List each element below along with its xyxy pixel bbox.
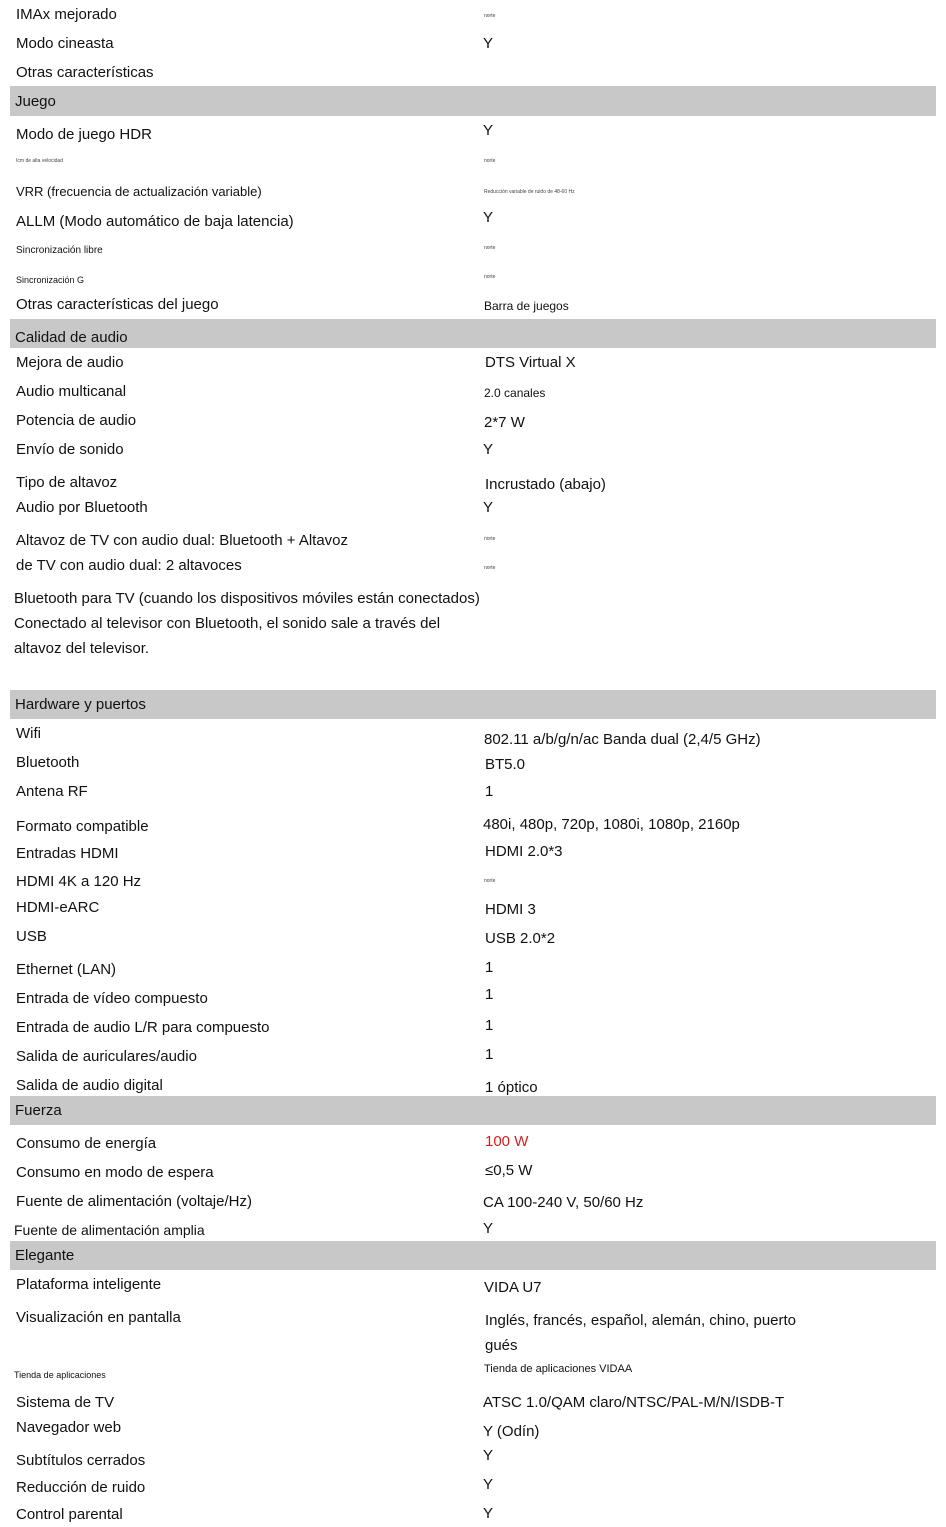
spec-label: de TV con audio dual: 2 altavoces bbox=[16, 557, 242, 574]
section-title: Calidad de audio bbox=[15, 329, 128, 346]
spec-value: Y bbox=[483, 122, 494, 139]
spec-value: 1 bbox=[485, 986, 494, 1003]
spec-label: Tipo de altavoz bbox=[16, 474, 118, 491]
spec-value: HDMI 3 bbox=[485, 901, 536, 918]
spec-label: Wifi bbox=[16, 725, 41, 742]
section-title: Fuerza bbox=[15, 1102, 62, 1119]
spec-value: CA 100-240 V, 50/60 Hz bbox=[483, 1194, 644, 1211]
spec-value: Y bbox=[483, 499, 494, 516]
section-header-audio bbox=[10, 319, 936, 348]
spec-value-highlight: 100 W bbox=[485, 1133, 529, 1150]
spec-note: Conectado al televisor con Bluetooth, el sonido sale a través del bbox=[14, 615, 441, 632]
spec-note: Bluetooth para TV (cuando los dispositivos móviles están conectados) bbox=[14, 590, 480, 607]
spec-value: 2.0 canales bbox=[484, 386, 546, 400]
spec-value: 1 bbox=[485, 1046, 494, 1063]
spec-label: Modo de juego HDR bbox=[16, 126, 152, 143]
section-header-juego bbox=[10, 86, 936, 116]
spec-value: norte bbox=[484, 536, 496, 542]
spec-value: Tienda de aplicaciones VIDAA bbox=[484, 1363, 633, 1375]
spec-value: 1 óptico bbox=[485, 1079, 538, 1096]
spec-label: Audio por Bluetooth bbox=[16, 499, 148, 516]
spec-label: Icm de alta velocidad bbox=[16, 158, 63, 164]
section-title: Juego bbox=[15, 93, 56, 110]
spec-label: Sistema de TV bbox=[16, 1394, 115, 1411]
spec-value: norte bbox=[484, 158, 496, 164]
spec-label: Fuente de alimentación (voltaje/Hz) bbox=[16, 1193, 252, 1210]
spec-label: Consumo de energía bbox=[16, 1135, 157, 1152]
spec-label: Tienda de aplicaciones bbox=[14, 1370, 106, 1380]
spec-value: 2*7 W bbox=[484, 414, 525, 431]
spec-label: Modo cineasta bbox=[16, 35, 114, 52]
section-title: Hardware y puertos bbox=[15, 696, 146, 713]
spec-label: HDMI-eARC bbox=[16, 899, 100, 916]
spec-label: Entrada de audio L/R para compuesto bbox=[16, 1019, 270, 1036]
spec-value: Y (Odín) bbox=[483, 1423, 540, 1440]
spec-value: norte bbox=[484, 878, 496, 884]
spec-value: Y bbox=[483, 209, 494, 226]
spec-label: Sincronización G bbox=[16, 275, 85, 285]
spec-label: Entrada de vídeo compuesto bbox=[16, 990, 208, 1007]
spec-label: Navegador web bbox=[16, 1419, 122, 1436]
spec-label: Salida de audio digital bbox=[16, 1077, 163, 1094]
spec-value: USB 2.0*2 bbox=[485, 930, 556, 947]
spec-label: USB bbox=[16, 928, 47, 945]
spec-value: Y bbox=[483, 441, 494, 458]
spec-label: Altavoz de TV con audio dual: Bluetooth + Altavoz bbox=[16, 532, 349, 549]
spec-label: Otras características del juego bbox=[16, 296, 219, 313]
spec-value: VIDA U7 bbox=[484, 1279, 542, 1296]
spec-value: Y bbox=[483, 1447, 494, 1464]
spec-label: Formato compatible bbox=[16, 818, 149, 835]
spec-label: Reducción de ruido bbox=[16, 1479, 146, 1496]
spec-label: Otras características bbox=[16, 64, 154, 81]
spec-label: Control parental bbox=[16, 1506, 123, 1523]
spec-value: DTS Virtual X bbox=[485, 354, 576, 371]
spec-value: ATSC 1.0/QAM claro/NTSC/PAL-M/N/ISDB-T bbox=[483, 1394, 785, 1411]
spec-value: norte bbox=[484, 565, 496, 571]
spec-value: 1 bbox=[485, 783, 494, 800]
spec-value: Y bbox=[483, 1505, 494, 1522]
spec-value: 1 bbox=[485, 959, 494, 976]
spec-label: Mejora de audio bbox=[16, 354, 124, 371]
spec-label: Envío de sonido bbox=[16, 441, 124, 458]
spec-note: altavoz del televisor. bbox=[14, 640, 150, 657]
spec-label: Entradas HDMI bbox=[16, 845, 119, 862]
spec-label: Subtítulos cerrados bbox=[16, 1452, 146, 1469]
spec-value: Y bbox=[483, 1476, 494, 1493]
spec-value: Y bbox=[483, 1220, 494, 1237]
section-header-fuerza bbox=[10, 1096, 936, 1125]
section-header-hardware bbox=[10, 690, 936, 719]
spec-label: Sincronización libre bbox=[16, 245, 103, 256]
spec-label: VRR (frecuencia de actualización variable) bbox=[16, 184, 262, 199]
spec-label: Salida de auriculares/audio bbox=[16, 1048, 197, 1065]
spec-value: HDMI 2.0*3 bbox=[485, 843, 563, 860]
spec-value: gués bbox=[485, 1337, 518, 1354]
spec-value: Inglés, francés, español, alemán, chino, puerto bbox=[485, 1312, 797, 1329]
spec-label: Plataforma inteligente bbox=[16, 1276, 162, 1293]
section-title: Elegante bbox=[15, 1247, 75, 1264]
spec-label: Antena RF bbox=[16, 783, 88, 800]
spec-label: Visualización en pantalla bbox=[16, 1309, 181, 1326]
spec-label: Fuente de alimentación amplia bbox=[14, 1222, 205, 1238]
spec-value: ≤0,5 W bbox=[485, 1162, 533, 1179]
spec-label: Bluetooth bbox=[16, 754, 80, 771]
spec-value: norte bbox=[484, 274, 496, 280]
spec-value: Barra de juegos bbox=[484, 299, 569, 313]
spec-value: BT5.0 bbox=[485, 756, 526, 773]
section-header-elegante bbox=[10, 1241, 936, 1270]
spec-label: ALLM (Modo automático de baja latencia) bbox=[16, 213, 294, 230]
spec-label: HDMI 4K a 120 Hz bbox=[16, 873, 142, 890]
spec-value: norte bbox=[484, 245, 496, 251]
spec-value: 480i, 480p, 720p, 1080i, 1080p, 2160p bbox=[483, 816, 740, 833]
spec-value: Reducción variable de ruido de 48-60 Hz bbox=[484, 189, 575, 195]
spec-label: Potencia de audio bbox=[16, 412, 137, 429]
spec-value: norte bbox=[484, 13, 496, 19]
spec-value: Incrustado (abajo) bbox=[485, 476, 606, 493]
spec-label: IMAx mejorado bbox=[16, 6, 117, 23]
spec-value: 802.11 a/b/g/n/ac Banda dual (2,4/5 GHz) bbox=[484, 731, 761, 748]
spec-label: Audio multicanal bbox=[16, 383, 127, 400]
spec-value: Y bbox=[483, 35, 494, 52]
spec-label: Ethernet (LAN) bbox=[16, 961, 117, 978]
spec-label: Consumo en modo de espera bbox=[16, 1164, 214, 1181]
spec-value: 1 bbox=[485, 1017, 494, 1034]
